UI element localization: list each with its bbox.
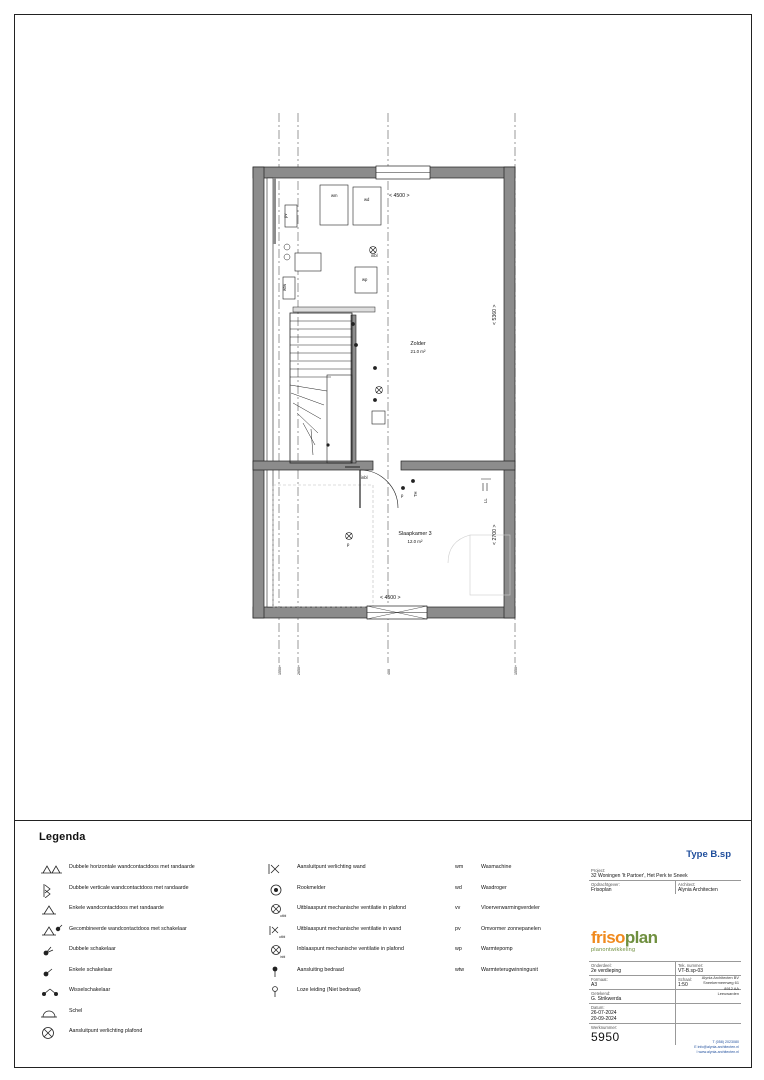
appliance-code: wp xyxy=(362,277,368,282)
legend-item xyxy=(267,861,467,882)
company-name: Alynia Architecten BV xyxy=(701,975,739,980)
legend-label: Schel xyxy=(69,1007,83,1014)
legend-label: Omvormer zonnepanelen xyxy=(481,925,541,932)
loose-conduit-icon xyxy=(267,984,293,1000)
legend-label: Loze leiding (Niet bedraad) xyxy=(297,987,361,993)
legend-label: Aansluiting bedraad xyxy=(297,966,344,973)
logo-sub-plan: plan xyxy=(591,947,603,953)
legend-item xyxy=(267,923,467,944)
legend-item xyxy=(455,861,595,882)
svg-text:inbl: inbl xyxy=(280,955,286,959)
two-way-switch-icon xyxy=(39,984,65,1000)
client-label: Opdrachtgever: xyxy=(591,882,620,887)
appliance-code: pv xyxy=(283,213,288,218)
legend-item xyxy=(455,902,595,923)
legend-label: Warmtepomp xyxy=(481,946,513,952)
double-switch-icon xyxy=(39,943,65,959)
legend-title: Legenda xyxy=(39,831,86,843)
date-label: Datum: xyxy=(591,1005,605,1010)
legend-item xyxy=(39,984,269,1005)
appliance-code: wtw xyxy=(282,283,287,291)
contact-phone: T (058) 2023080 xyxy=(712,1040,739,1045)
drawn-value: G. Strikwerda xyxy=(591,996,622,1002)
legend-item xyxy=(39,1005,269,1026)
legend-panel xyxy=(15,820,751,1067)
tick-label: 1550+ xyxy=(514,664,518,675)
door-swing xyxy=(345,467,398,508)
contact-email: E info@alynia-architecten.nl xyxy=(694,1045,739,1050)
logo-word-plan: plan xyxy=(624,928,658,947)
legend-item xyxy=(39,902,269,923)
legend-item xyxy=(39,943,269,964)
wired-connection-icon xyxy=(267,964,293,980)
mech-vent-exhaust-wall-icon xyxy=(267,923,293,939)
legend-item xyxy=(267,964,467,985)
mech-vent-supply-ceiling-icon xyxy=(267,943,293,959)
legend-item xyxy=(267,882,467,903)
legend-item xyxy=(39,861,269,882)
appliance-labels xyxy=(282,193,488,547)
legend-abbr: wtw xyxy=(455,966,465,973)
room-name: Zolder xyxy=(410,341,426,347)
legend-column-2 xyxy=(267,861,467,1005)
dimension-labels xyxy=(380,193,498,601)
floorplan-svg xyxy=(15,15,751,815)
legend-label: Wasmachine xyxy=(481,864,512,870)
drawn-label: Getekend: xyxy=(591,991,611,996)
svg-text:uitbl: uitbl xyxy=(279,934,286,939)
legend-item xyxy=(455,964,595,985)
architect-label: Architect: xyxy=(678,882,696,887)
scale-label: Schaal: xyxy=(678,977,692,982)
legend-label: Enkele wandcontactdoos met randaarde xyxy=(69,905,164,911)
room-name: Slaapkamer 3 xyxy=(398,531,432,537)
ceiling-light-point-icon xyxy=(39,1025,65,1041)
legend-label: Gecombineerde wandcontactdoos met schakelaar xyxy=(69,925,187,932)
project-value: 32 Woningen 'It Partoer', Het Perk te Sneek xyxy=(591,873,688,879)
legend-item xyxy=(267,943,467,964)
room-area: 21.0 m² xyxy=(410,349,426,354)
legend-label: Rookmelder xyxy=(297,884,326,891)
legend-label: Dubbele horizontale wandcontactdoos met randaarde xyxy=(69,864,195,870)
svg-text:uitbl: uitbl xyxy=(280,914,287,918)
legend-label: Aansluitpunt verlichting wand xyxy=(297,864,366,870)
company-contact xyxy=(694,1040,739,1055)
project-label: Project: xyxy=(591,868,606,873)
fixtures xyxy=(283,185,510,595)
worknumber-label: Werknummer: xyxy=(591,1025,618,1030)
legend-label: Dubbele schakelaar xyxy=(69,946,116,952)
drawingno-label: Tek. nummer: xyxy=(678,963,704,968)
legend-label: Inblaaspunt mechanische ventilatie in plafond xyxy=(297,946,404,952)
architect-value: Alynia Architecten xyxy=(678,887,718,893)
format-label: Formaat: xyxy=(591,977,608,982)
contact-website: I www.alynia-architecten.nl xyxy=(696,1050,739,1055)
date-value-2: 20-09-2024 xyxy=(591,1016,617,1022)
legend-label: Dubbele verticale wandcontactdoos met randaarde xyxy=(69,884,189,891)
appliance-code: inbl xyxy=(361,475,368,480)
part-label: Onderdeel: xyxy=(591,963,612,968)
appliance-code: p xyxy=(401,493,404,498)
details-rows xyxy=(589,961,741,1045)
legend-column-1 xyxy=(39,861,269,1046)
legend-label: Wasdroger xyxy=(481,884,507,891)
appliance-code: wd xyxy=(364,197,370,202)
type-label: Type B.sp xyxy=(686,849,731,860)
address-line-3: Leeuwarden xyxy=(717,990,739,996)
tick-label: 1550+ xyxy=(278,664,282,675)
double-horizontal-socket-icon xyxy=(39,861,65,877)
single-socket-icon xyxy=(39,902,65,918)
floorplan-drawing xyxy=(15,15,751,815)
appliance-code: inbl xyxy=(371,253,378,258)
legend-abbr: wp xyxy=(455,946,462,952)
drawingno-value: VT-B.sp-03 xyxy=(678,968,704,974)
single-switch-icon xyxy=(39,964,65,980)
staircase xyxy=(290,313,352,463)
dimension-label: < 5360 > xyxy=(492,304,498,325)
worknumber-value: 5950 xyxy=(591,1030,620,1044)
appliance-code: LL xyxy=(483,498,488,503)
format-value: A3 xyxy=(591,982,598,988)
dimension-label: < 4500 > xyxy=(389,193,410,199)
title-block xyxy=(589,845,741,1057)
legend-item xyxy=(455,882,595,903)
address-line-2: 8912 AA xyxy=(724,985,739,991)
smoke-detector-icon xyxy=(267,882,293,898)
legend-label: Wisselschakelaar xyxy=(69,987,111,993)
tick-label: 2650+ xyxy=(297,664,301,675)
legend-column-3 xyxy=(455,861,595,984)
client-value: Frisoplan xyxy=(591,887,612,893)
legend-item xyxy=(39,923,269,944)
double-vertical-socket-icon xyxy=(39,882,65,898)
legend-item xyxy=(267,984,467,1005)
part-value: 2e verdieping xyxy=(591,968,622,974)
room-labels xyxy=(398,341,431,544)
legend-abbr: wd xyxy=(455,884,462,891)
date-value-1: 26-07-2024 xyxy=(591,1010,617,1016)
logo-word-friso: friso xyxy=(591,928,625,947)
legend-label: Uitblaaspunt mechanische ventilatie in wand xyxy=(297,925,402,932)
appliance-code: TH xyxy=(413,491,418,497)
legend-item xyxy=(267,902,467,923)
legend-abbr: pv xyxy=(455,925,461,932)
drawing-sheet xyxy=(14,14,752,1068)
legend-item xyxy=(39,1025,269,1046)
tick-labels xyxy=(278,665,518,675)
legend-label: Enkele schakelaar xyxy=(69,966,113,973)
doorbell-icon xyxy=(39,1005,65,1021)
legend-label: Vloerverwarmingverdeler xyxy=(481,905,540,911)
scale-value: 1:50 xyxy=(678,982,688,988)
logo-sub-ontwikkeling: ontwikkeling xyxy=(602,947,636,953)
appliance-code: p xyxy=(347,542,350,547)
legend-abbr: vv xyxy=(455,905,461,911)
combined-socket-switch-icon xyxy=(39,923,65,939)
legend-label: Warmteterugwinningunit xyxy=(481,966,538,973)
legend-item xyxy=(39,964,269,985)
appliance-code: wm xyxy=(331,193,338,198)
legend-abbr: wm xyxy=(455,864,464,870)
room-area: 12.0 m² xyxy=(407,539,423,544)
legend-item xyxy=(455,943,595,964)
legend-label: Aansluitpunt verlichting plafond xyxy=(69,1028,143,1034)
address-line-1: Sneekermeerweg 61 xyxy=(703,980,739,986)
walls xyxy=(253,167,515,618)
frisoplan-logo xyxy=(591,929,686,953)
wall-light-point-icon xyxy=(267,861,293,877)
company-address xyxy=(702,975,739,996)
tick-label: 400 xyxy=(387,669,391,675)
dimension-label: < 4500 > xyxy=(380,595,401,601)
legend-item xyxy=(455,923,595,944)
dimension-label: < 2700 > xyxy=(492,524,498,545)
legend-item xyxy=(39,882,269,903)
project-row xyxy=(589,867,741,894)
mech-vent-exhaust-ceiling-icon xyxy=(267,902,293,918)
legend-label: Uitblaaspunt mechanische ventilatie in plafond xyxy=(297,905,406,911)
